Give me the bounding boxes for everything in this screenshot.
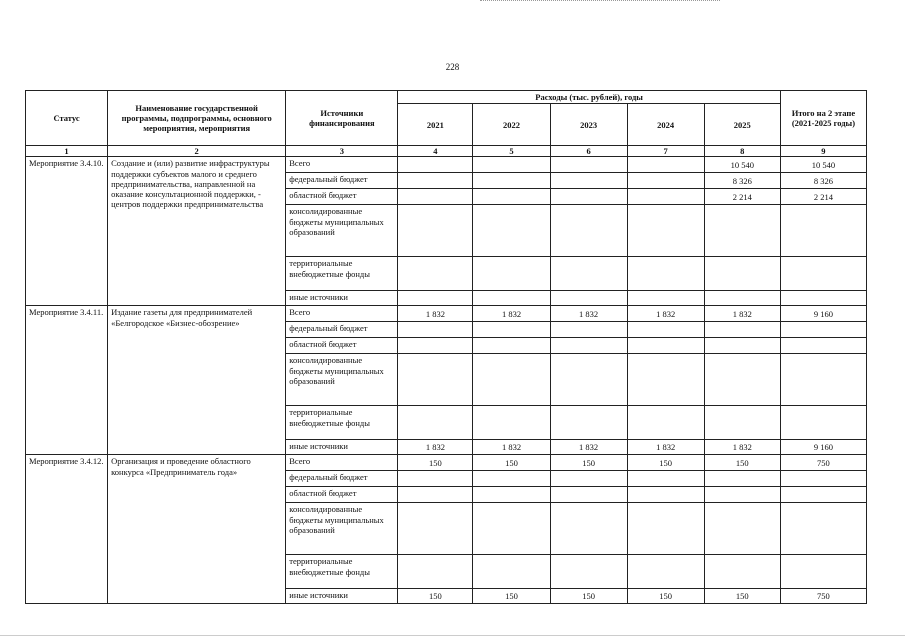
year-value	[550, 406, 627, 440]
column-number: 8	[704, 146, 780, 157]
year-value	[398, 471, 473, 487]
year-value: 1 832	[473, 306, 550, 322]
year-value: 8 326	[704, 173, 780, 189]
funding-source: территориальные внебюджетные фонды	[286, 257, 398, 291]
header-name: Наименование государственной программы, подпрограммы, основного мероприятия, мероприятия	[108, 91, 286, 146]
year-value	[473, 406, 550, 440]
year-value	[473, 291, 550, 306]
year-value	[398, 173, 473, 189]
year-value	[398, 338, 473, 354]
total-value	[780, 338, 866, 354]
year-value: 150	[473, 455, 550, 471]
year-value	[627, 257, 704, 291]
year-value: 1 832	[550, 440, 627, 455]
scan-top-mark	[480, 0, 720, 3]
year-value	[473, 322, 550, 338]
header-sources: Источники финансирования	[286, 91, 398, 146]
year-value: 1 832	[473, 440, 550, 455]
funding-source: иные источники	[286, 291, 398, 306]
year-value: 150	[704, 455, 780, 471]
year-value: 10 540	[704, 157, 780, 173]
year-value	[550, 189, 627, 205]
funding-source: областной бюджет	[286, 338, 398, 354]
year-value: 150	[627, 589, 704, 604]
year-value	[704, 555, 780, 589]
year-value: 150	[550, 455, 627, 471]
year-value: 1 832	[550, 306, 627, 322]
year-value: 1 832	[627, 306, 704, 322]
funding-source: Всего	[286, 306, 398, 322]
header-expenses: Расходы (тыс. рублей), годы	[398, 91, 780, 104]
year-value	[473, 257, 550, 291]
year-value	[704, 471, 780, 487]
year-value	[550, 291, 627, 306]
header-status: Статус	[26, 91, 108, 146]
year-value: 1 832	[398, 306, 473, 322]
funding-source: консолидированные бюджеты муниципальных образований	[286, 503, 398, 555]
funding-source: федеральный бюджет	[286, 173, 398, 189]
column-number: 1	[26, 146, 108, 157]
year-value	[627, 157, 704, 173]
year-value	[550, 487, 627, 503]
funding-source: территориальные внебюджетные фонды	[286, 406, 398, 440]
year-value	[398, 205, 473, 257]
header-year: 2024	[627, 104, 704, 146]
funding-source: областной бюджет	[286, 189, 398, 205]
year-value: 150	[398, 589, 473, 604]
measure-status: Мероприятие 3.4.10.	[26, 157, 108, 306]
budget-table	[25, 90, 867, 604]
year-value: 2 214	[704, 189, 780, 205]
year-value	[627, 322, 704, 338]
year-value: 1 832	[704, 306, 780, 322]
year-value	[627, 291, 704, 306]
year-value	[398, 322, 473, 338]
year-value	[704, 406, 780, 440]
year-value	[550, 555, 627, 589]
funding-source: консолидированные бюджеты муниципальных образований	[286, 205, 398, 257]
year-value	[398, 257, 473, 291]
funding-source: федеральный бюджет	[286, 322, 398, 338]
header-year: 2025	[704, 104, 780, 146]
funding-source: территориальные внебюджетные фонды	[286, 555, 398, 589]
year-value	[627, 487, 704, 503]
measure-name: Организация и проведение областного конкурса «Предприниматель года»	[108, 455, 286, 604]
scan-bottom-line	[0, 635, 905, 636]
year-value	[550, 205, 627, 257]
year-value	[550, 173, 627, 189]
year-value	[550, 471, 627, 487]
year-value	[627, 173, 704, 189]
year-value: 150	[473, 589, 550, 604]
total-value	[780, 555, 866, 589]
year-value	[550, 354, 627, 406]
total-value	[780, 406, 866, 440]
year-value	[704, 257, 780, 291]
year-value	[704, 338, 780, 354]
measure-name: Создание и (или) развитие инфраструктуры поддержки субъектов малого и среднего предпринимательства, направленной на оказание консультационной поддержки, - центров поддержки предпринимательства	[108, 157, 286, 306]
column-numbers-row	[26, 146, 867, 157]
year-value: 1 832	[398, 440, 473, 455]
total-value: 9 160	[780, 306, 866, 322]
table-row	[26, 455, 867, 471]
year-value	[398, 503, 473, 555]
total-value	[780, 205, 866, 257]
column-number: 3	[286, 146, 398, 157]
funding-source: Всего	[286, 157, 398, 173]
total-value: 9 160	[780, 440, 866, 455]
total-value	[780, 291, 866, 306]
table-header	[26, 91, 867, 157]
table-body	[26, 157, 867, 604]
table-row	[26, 157, 867, 173]
year-value: 150	[627, 455, 704, 471]
measure-name: Издание газеты для предпринимателей «Белгородское «Бизнес-обозрение»	[108, 306, 286, 455]
year-value	[627, 503, 704, 555]
year-value	[473, 205, 550, 257]
column-number: 6	[550, 146, 627, 157]
year-value	[550, 257, 627, 291]
funding-source: консолидированные бюджеты муниципальных образований	[286, 354, 398, 406]
total-value	[780, 471, 866, 487]
total-value: 750	[780, 455, 866, 471]
column-number: 7	[627, 146, 704, 157]
funding-source: федеральный бюджет	[286, 471, 398, 487]
year-value: 150	[550, 589, 627, 604]
column-number: 4	[398, 146, 473, 157]
year-value	[704, 354, 780, 406]
total-value	[780, 503, 866, 555]
year-value	[627, 471, 704, 487]
funding-source: иные источники	[286, 589, 398, 604]
column-number: 9	[780, 146, 866, 157]
year-value	[473, 471, 550, 487]
header-total: Итого на 2 этапе (2021-2025 годы)	[780, 91, 866, 146]
total-value	[780, 257, 866, 291]
total-value: 750	[780, 589, 866, 604]
year-value	[398, 291, 473, 306]
total-value: 10 540	[780, 157, 866, 173]
year-value	[550, 322, 627, 338]
year-value	[398, 157, 473, 173]
page-number: 228	[445, 62, 460, 72]
header-year: 2021	[398, 104, 473, 146]
year-value	[473, 503, 550, 555]
year-value	[704, 205, 780, 257]
measure-status: Мероприятие 3.4.11.	[26, 306, 108, 455]
year-value	[550, 338, 627, 354]
year-value	[473, 555, 550, 589]
funding-source: Всего	[286, 455, 398, 471]
year-value	[627, 354, 704, 406]
year-value	[398, 487, 473, 503]
year-value	[473, 157, 550, 173]
total-value	[780, 354, 866, 406]
year-value	[550, 503, 627, 555]
year-value: 1 832	[627, 440, 704, 455]
year-value	[627, 406, 704, 440]
year-value: 150	[398, 455, 473, 471]
total-value: 8 326	[780, 173, 866, 189]
funding-source: областной бюджет	[286, 487, 398, 503]
header-year: 2022	[473, 104, 550, 146]
year-value: 150	[704, 589, 780, 604]
year-value	[704, 322, 780, 338]
total-value	[780, 487, 866, 503]
year-value: 1 832	[704, 440, 780, 455]
year-value	[704, 487, 780, 503]
year-value	[627, 205, 704, 257]
year-value	[550, 157, 627, 173]
total-value: 2 214	[780, 189, 866, 205]
year-value	[473, 338, 550, 354]
table-row	[26, 306, 867, 322]
year-value	[627, 555, 704, 589]
year-value	[627, 338, 704, 354]
year-value	[704, 291, 780, 306]
year-value	[398, 354, 473, 406]
total-value	[780, 322, 866, 338]
year-value	[627, 189, 704, 205]
column-number: 5	[473, 146, 550, 157]
year-value	[473, 173, 550, 189]
year-value	[473, 487, 550, 503]
year-value	[398, 189, 473, 205]
column-number: 2	[108, 146, 286, 157]
year-value	[704, 503, 780, 555]
measure-status: Мероприятие 3.4.12.	[26, 455, 108, 604]
header-year: 2023	[550, 104, 627, 146]
year-value	[473, 354, 550, 406]
funding-source: иные источники	[286, 440, 398, 455]
year-value	[398, 406, 473, 440]
year-value	[473, 189, 550, 205]
year-value	[398, 555, 473, 589]
